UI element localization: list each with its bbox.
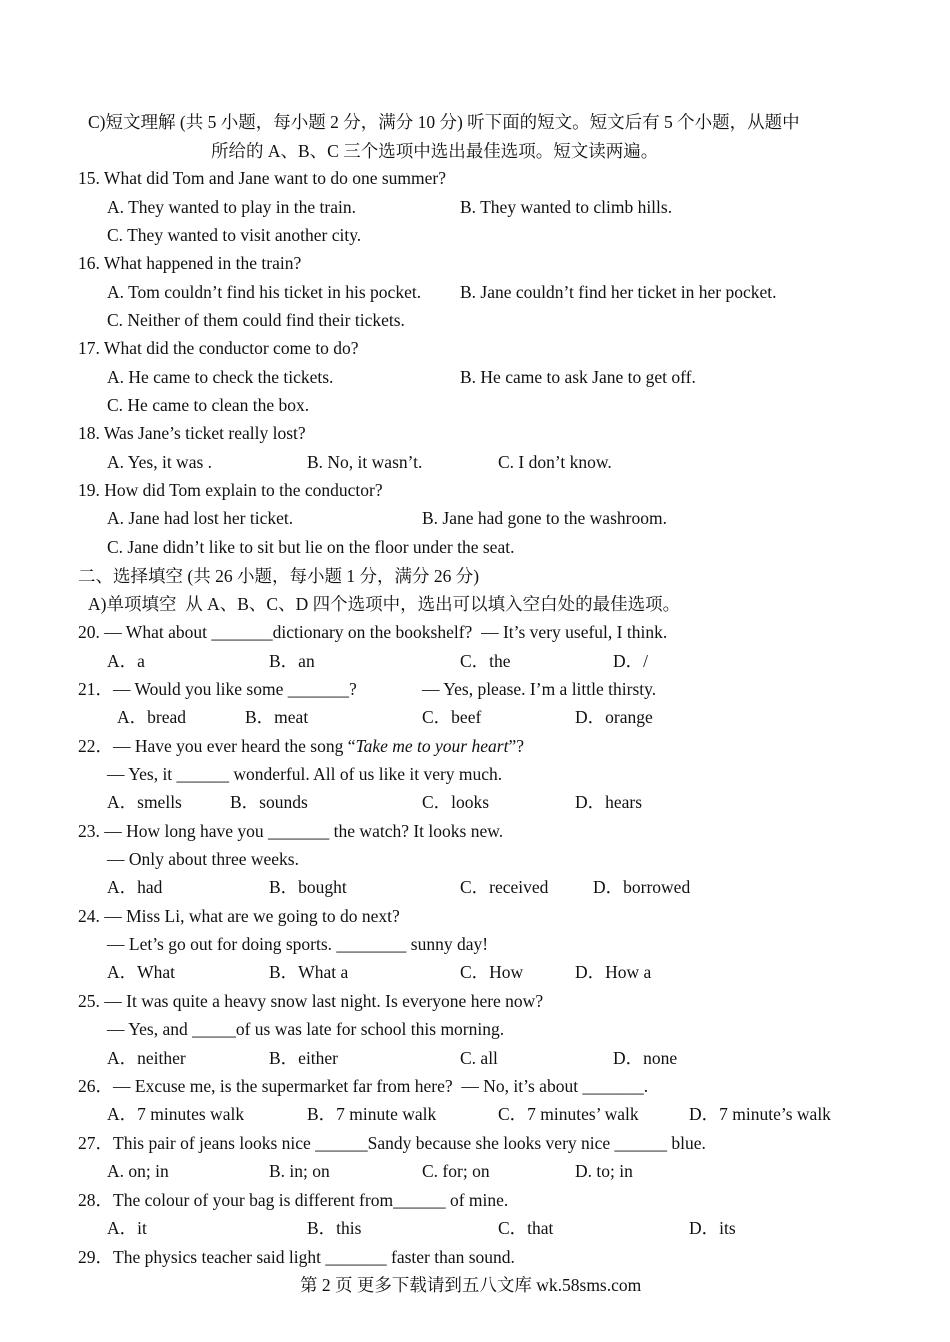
text-line: 所给的 A、B、C 三个选项中选出最佳选项。短文读两遍。 [211,141,659,161]
question-text: ”? [508,736,524,756]
answer-option: 21．— Would you like some _______? [78,679,357,699]
answer-option: C. all [460,1048,498,1068]
answer-option: B．meat [245,707,309,727]
answer-option: A．smells [107,792,182,812]
answer-option: D．orange [575,707,653,727]
answer-option: C. for; on [422,1161,490,1181]
answer-option: D．hears [575,792,643,812]
answer-option: D．How a [575,962,652,982]
answer-option: B. He came to ask Jane to get off. [460,367,696,387]
text-line: 19. How did Tom explain to the conductor? [78,480,383,500]
text-line: C)短文理解 (共 5 小题，每小题 2 分，满分 10 分) 听下面的短文。短文后有 5 个小题，从题中 [88,112,800,132]
answer-option: B．either [269,1048,339,1068]
answer-option: A. on; in [107,1161,169,1181]
answer-option: A. They wanted to play in the train. [107,197,356,217]
answer-option: B. in; on [269,1161,330,1181]
page-footer: 第 2 页 更多下载请到五八文库 wk.58sms.com [300,1275,642,1295]
answer-option: — Yes, please. I’m a little thirsty. [422,679,657,699]
text-line: 16. What happened in the train? [78,253,302,273]
answer-option: A．had [107,877,163,897]
text-line: 二、选择填空 (共 26 小题，每小题 1 分，满分 26 分) [78,566,480,586]
answer-option: B．an [269,651,315,671]
text-line: 28．The colour of your bag is different from______ of mine. [78,1190,509,1210]
text-line: — Let’s go out for doing sports. ________ sunny day! [107,934,489,954]
text-line: 15. What did Tom and Jane want to do one summer? [78,168,446,188]
song-title: Take me to your heart [355,736,509,756]
answer-option: D．none [613,1048,678,1068]
text-line: 27．This pair of jeans looks nice ______Sandy because she looks very nice ______ blue. [78,1133,706,1153]
answer-option: B．sounds [230,792,308,812]
answer-option: A．What [107,962,176,982]
answer-option: B. They wanted to climb hills. [460,197,673,217]
text-line: C. He came to clean the box. [107,395,310,415]
text-line: 18. Was Jane’s ticket really lost? [78,423,306,443]
answer-option: A．neither [107,1048,186,1068]
answer-option: A. Tom couldn’t find his ticket in his pocket. [107,282,422,302]
answer-option: A．7 minutes walk [107,1104,245,1124]
answer-option: C．that [498,1218,554,1238]
answer-option: B．bought [269,877,347,897]
answer-option: B. Jane had gone to the washroom. [422,508,667,528]
answer-option: C．7 minutes’ walk [498,1104,639,1124]
answer-option: A．it [107,1218,147,1238]
text-line: C. They wanted to visit another city. [107,225,362,245]
answer-option: C．beef [422,707,482,727]
question-text: 22．— Have you ever heard the song “ [78,736,356,756]
answer-option: A．bread [117,707,187,727]
text-line: 29．The physics teacher said light _______ faster than sound. [78,1247,515,1267]
question-line [78,735,524,757]
answer-option: D. to; in [575,1161,633,1181]
text-line: 26．— Excuse me, is the supermarket far from here? — No, it’s about _______. [78,1076,649,1096]
text-line: 20. — What about _______dictionary on the bookshelf? — It’s very useful, I think. [78,622,668,642]
answer-option: D．/ [613,651,648,671]
answer-option: C．the [460,651,511,671]
answer-option: B．7 minute walk [307,1104,437,1124]
text-line: A)单项填空 从 A、B、C、D 四个选项中，选出可以填入空白处的最佳选项。 [88,594,681,614]
text-line: 17. What did the conductor come to do? [78,338,359,358]
text-line: — Yes, it ______ wonderful. All of us like it very much. [107,764,503,784]
answer-option: D．its [689,1218,736,1238]
answer-option: A. Yes, it was . [107,452,213,472]
text-line: — Yes, and _____of us was late for school this morning. [107,1019,505,1039]
answer-option: D．borrowed [593,877,691,897]
answer-option: B. No, it wasn’t. [307,452,423,472]
answer-option: C．looks [422,792,490,812]
answer-option: C. I don’t know. [498,452,612,472]
text-line: 25. — It was quite a heavy snow last night. Is everyone here now? [78,991,544,1011]
answer-option: B. Jane couldn’t find her ticket in her pocket. [460,282,777,302]
answer-option: B．this [307,1218,362,1238]
answer-option: C．How [460,962,524,982]
text-line: C. Jane didn’t like to sit but lie on the floor under the seat. [107,537,515,557]
answer-option: D．7 minute’s walk [689,1104,831,1124]
answer-option: A. Jane had lost her ticket. [107,508,294,528]
text-line: 24. — Miss Li, what are we going to do next? [78,906,400,926]
answer-option: C．received [460,877,549,897]
text-line: 23. — How long have you _______ the watch? It looks new. [78,821,504,841]
text-line: — Only about three weeks. [107,849,299,869]
answer-option: A. He came to check the tickets. [107,367,334,387]
text-line: C. Neither of them could find their tickets. [107,310,405,330]
answer-option: A．a [107,651,145,671]
answer-option: B．What a [269,962,349,982]
